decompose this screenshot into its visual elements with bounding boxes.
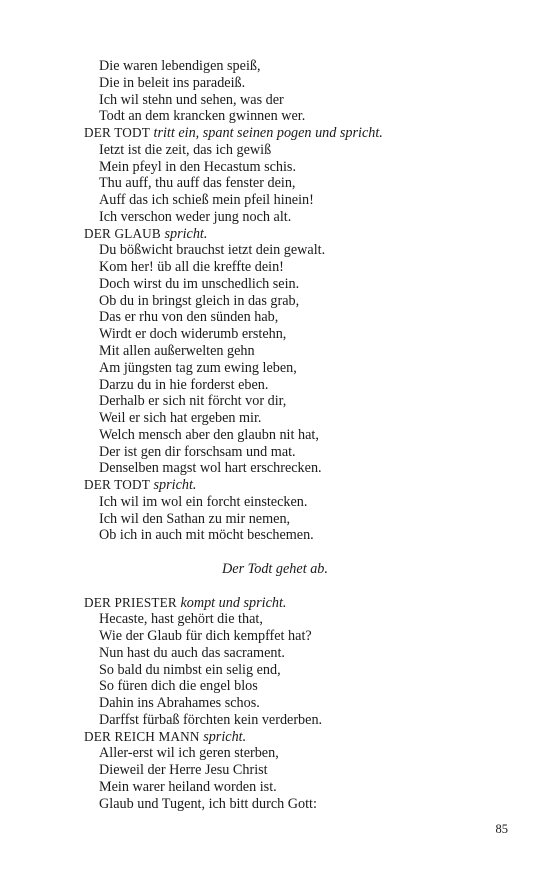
speaker-direction: tritt ein, spant seinen pogen und spricht. (153, 125, 383, 142)
speaker-heading (0, 595, 550, 612)
verse-line: Ietzt ist die zeit, das ich gewiß (99, 141, 272, 158)
verse-line: Das er rhu von den sünden hab, (99, 309, 279, 326)
verse-line: Nun hast du auch das sacrament. (99, 644, 285, 661)
verse-line: Du bößwicht brauchst ietzt dein gewalt. (99, 242, 326, 259)
play-text (0, 58, 550, 812)
speaker-name: DER TODT (84, 477, 150, 493)
speaker-direction: kompt und spricht. (180, 594, 287, 611)
verse-line: Welch mensch aber den glaubn nit hat, (99, 426, 319, 443)
verse-line: Doch wirst du im unschedlich sein. (99, 275, 300, 292)
verse-line: Derhalb er sich nit förcht vor dir, (99, 393, 287, 410)
verse-line: Thu auff, thu auff das fenster dein, (99, 175, 296, 192)
verse-line: Wie der Glaub für dich kempffet hat? (99, 628, 312, 645)
verse-line: Die in beleit ins paradeiß. (99, 74, 246, 91)
verse-line: Ich wil im wol ein forcht einstecken. (99, 493, 308, 510)
verse-line: Wirdt er doch widerumb erstehn, (99, 326, 287, 343)
speaker-heading (0, 226, 550, 243)
speaker-heading (0, 729, 550, 746)
verse-line: Darzu du in hie forderst eben. (99, 376, 269, 393)
verse-line: Ob du in bringst gleich in das grab, (99, 292, 300, 309)
speaker-heading (0, 125, 550, 142)
verse-line: Ich wil den Sathan zu mir nemen, (99, 510, 291, 527)
verse-line: Aller-erst wil ich geren sterben, (99, 745, 279, 762)
verse-line: Ich wil stehn und sehen, was der (99, 91, 284, 108)
verse-line: Hecaste, hast gehört die that, (99, 611, 263, 628)
blank-line (0, 544, 550, 561)
speaker-direction: spricht. (153, 477, 197, 494)
verse-line: Der ist gen dir forschsam und mat. (99, 443, 296, 460)
verse-line: Denselben magst wol hart erschrecken. (99, 460, 322, 477)
verse-line: So bald du nimbst ein selig end, (99, 661, 281, 678)
page-number: 85 (495, 822, 508, 836)
verse-line: Dieweil der Herre Jesu Christ (99, 762, 268, 779)
stage-direction: Der Todt gehet ab. (222, 560, 328, 577)
verse-line: Ob ich in auch mit möcht beschemen. (99, 527, 314, 544)
speaker-direction: spricht. (164, 225, 208, 242)
verse-line: Ich verschon weder jung noch alt. (99, 208, 292, 225)
verse-line: So füren dich die engel blos (99, 678, 258, 695)
verse-line: Die waren lebendigen speiß, (99, 58, 261, 74)
verse-line: Mein warer heiland worden ist. (99, 778, 277, 795)
speaker-name: DER GLAUB (84, 225, 161, 241)
speaker-name: DER REICH MANN (84, 728, 200, 744)
verse-line: Am jüngsten tag zum ewing leben, (99, 359, 297, 376)
verse-line: Todt an dem krancken gwinnen wer. (99, 108, 306, 125)
speaker-name: DER TODT (84, 125, 150, 141)
speaker-direction: spricht. (203, 728, 247, 745)
verse-line: Darffst fürbaß förchten kein verderben. (99, 711, 323, 728)
speaker-name: DER PRIESTER (84, 594, 177, 610)
verse-line: Mit allen außerwelten gehn (99, 343, 255, 360)
verse-line: Dahin ins Abrahames schos. (99, 695, 260, 712)
blank-line (0, 578, 550, 595)
verse-line: Auff das ich schieß mein pfeil hinein! (99, 192, 314, 209)
verse-line: Mein pfeyl in den Hecastum schis. (99, 158, 297, 175)
verse-line: Weil er sich hat ergeben mir. (99, 410, 262, 427)
verse-line: Glaub und Tugent, ich bitt durch Gott: (99, 795, 317, 812)
speaker-heading (0, 477, 550, 494)
verse-line: Kom her! üb all die kreffte dein! (99, 259, 284, 276)
